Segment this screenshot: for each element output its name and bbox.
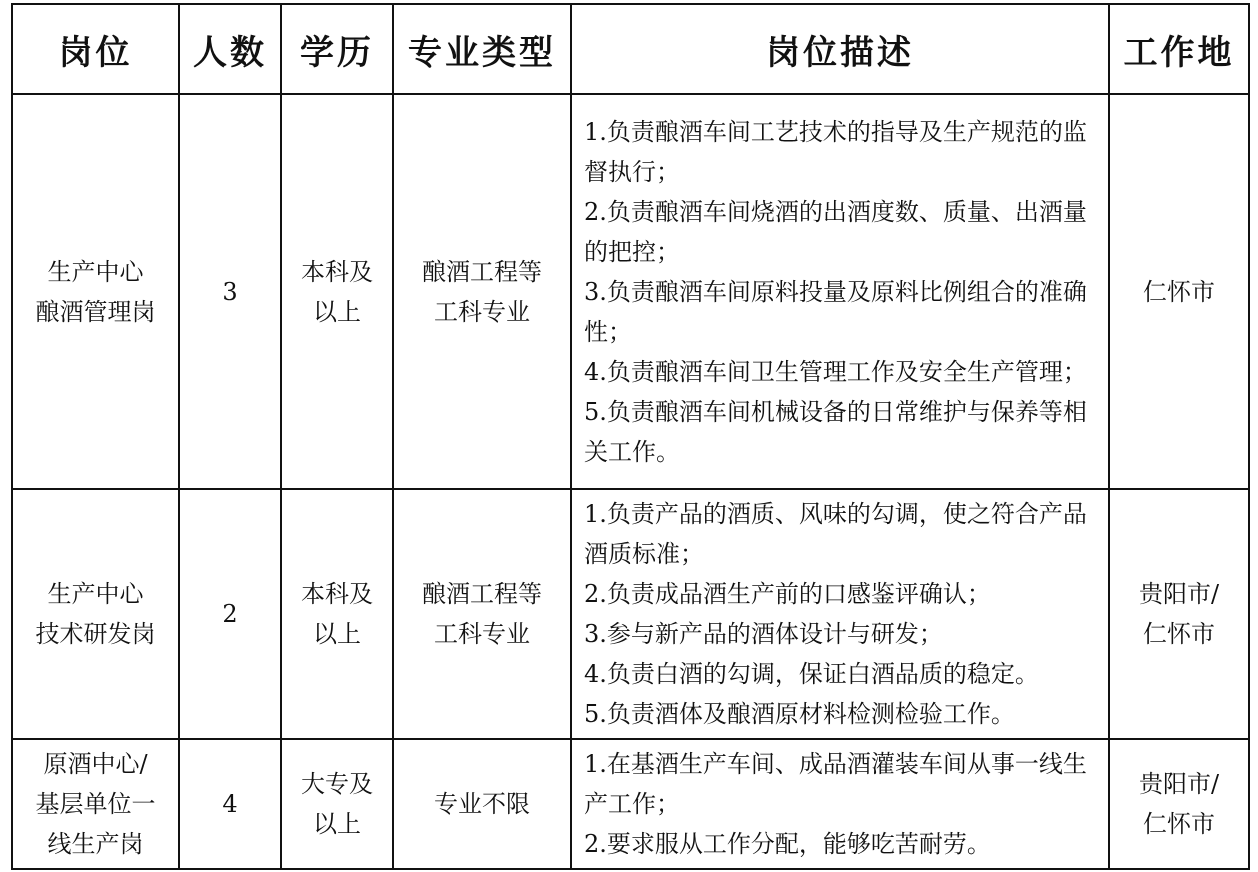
education-text: 本科及 以上 [301,257,373,326]
major-cell [393,94,571,489]
description-line: 5.负责酒体及酿酒原材料检测检验工作。 [584,700,1015,728]
description-line: 5.负责酿酒车间机械设备的日常维护与保养等相关工作。 [584,397,1087,466]
position-text: 生产中心 技术研发岗 [35,580,156,648]
major-text: 专业不限 [434,790,530,818]
description-line: 3.负责酿酒车间原料投量及原料比例组合的准确性； [584,277,1087,346]
table-row [12,94,1249,489]
position-cell [12,739,179,869]
position-text: 原酒中心/ 基层单位一 线生产岗 [35,750,156,858]
location-cell [1109,94,1249,489]
education-cell [281,94,393,489]
location-text: 贵阳市/ 仁怀市 [1138,770,1220,838]
description-line: 2.要求服从工作分配，能够吃苦耐劳。 [584,830,991,858]
description-line: 1.负责产品的酒质、风味的勾调，使之符合产品酒质标准； [584,500,1087,568]
count-text: 3 [222,277,238,306]
location-text: 贵阳市/ 仁怀市 [1138,580,1220,648]
major-cell [393,489,571,739]
count-text: 2 [222,600,238,628]
count-text: 4 [222,790,238,818]
header-position: 岗位 [12,4,179,94]
education-text: 大专及 以上 [301,770,373,838]
description-line: 4.负责酿酒车间卫生管理工作及安全生产管理； [584,357,1087,386]
education-cell [281,739,393,869]
major-cell [393,739,571,869]
table-row [12,739,1249,869]
location-cell [1109,739,1249,869]
header-description: 岗位描述 [571,4,1109,94]
count-cell [179,489,281,739]
description-line: 3.参与新产品的酒体设计与研发； [584,620,943,648]
major-text: 酿酒工程等 工科专业 [422,257,542,326]
position-text: 生产中心 酿酒管理岗 [35,257,156,326]
count-cell [179,94,281,489]
header-location: 工作地 [1109,4,1249,94]
header-count: 人数 [179,4,281,94]
description-line: 4.负责白酒的勾调，保证白酒品质的稳定。 [584,660,1039,688]
description-cell [571,489,1109,739]
education-cell [281,489,393,739]
position-cell [12,489,179,739]
location-text: 仁怀市 [1143,277,1215,306]
count-cell [179,739,281,869]
description-line: 2.负责酿酒车间烧酒的出酒度数、质量、出酒量的把控； [584,197,1087,266]
description-line: 1.负责酿酒车间工艺技术的指导及生产规范的监督执行； [584,117,1087,186]
education-text: 本科及 以上 [301,580,373,648]
header-major-type: 专业类型 [393,4,571,94]
description-cell [571,739,1109,869]
job-recruitment-table [11,3,1250,870]
major-text: 酿酒工程等 工科专业 [422,580,542,648]
table-header-row [12,4,1249,94]
description-line: 1.在基酒生产车间、成品酒灌装车间从事一线生产工作； [584,750,1087,818]
description-cell [571,94,1109,489]
location-cell [1109,489,1249,739]
header-education: 学历 [281,4,393,94]
position-cell [12,94,179,489]
table-row [12,489,1249,739]
description-line: 2.负责成品酒生产前的口感鉴评确认； [584,580,991,608]
